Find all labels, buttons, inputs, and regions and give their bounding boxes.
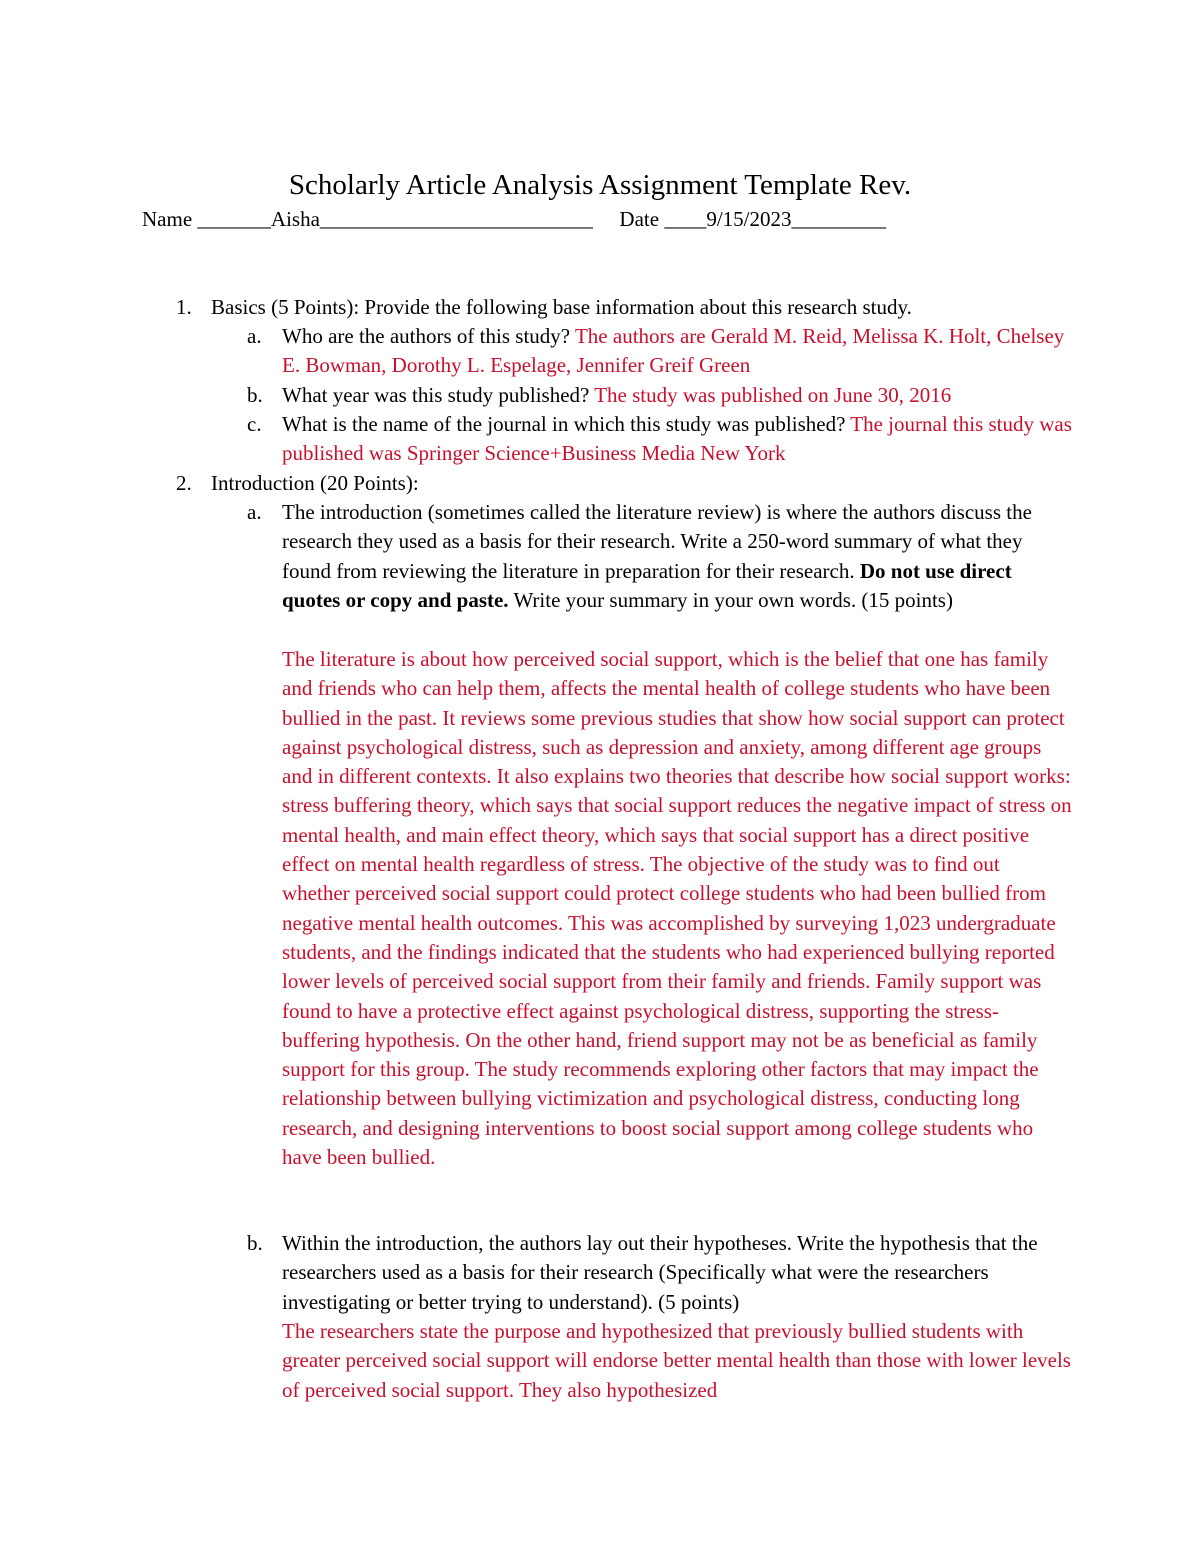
name-date-line (142, 204, 886, 234)
section1-number: 1. (176, 295, 192, 319)
section1-c-question: What is the name of the journal in which this study was published? (282, 412, 846, 436)
section1-a-question: Who are the authors of this study? (282, 324, 571, 348)
section2-number: 2. (176, 471, 192, 495)
name-value: _______Aisha__________________________ (197, 207, 593, 231)
section1-a-marker: a. (247, 324, 262, 348)
section1-heading: Basics (5 Points): Provide the following base information about this research study. (211, 295, 912, 319)
section2-b-answer: The researchers state the purpose and hypothesized that previously bullied students with greater perceived social support will endorse better mental health than those with lower levels of perceived social support. They also hypothesized (282, 1319, 1071, 1402)
section1-b-item (282, 381, 1072, 410)
section2-a-item (282, 498, 1072, 615)
section2-a-question-part2: Write your summary in your own words. (15 points) (513, 587, 953, 612)
document-title: Scholarly Article Analysis Assignment Template Rev. (288, 169, 912, 201)
section2-a-question-bold: Do not use direct quotes or copy and paste. (282, 558, 1012, 612)
section2-a-answer: The literature is about how perceived social support, which is the belief that one has family and friends who can help them, affects the mental health of college students who have been bullied in the past. It reviews some previous studies that show how social support can protect against psychological distress, such as depression and anxiety, among different age groups and in different contexts. It also explains two theories that describe how social support works: stress buffering theory, which says that social support reduces the negative impact of stress on mental health, and main effect theory, which says that social support has a direct positive effect on mental health regardless of stress. The objective of the study was to find out whether perceived social support could protect college students who had been bullied from negative mental health outcomes. This was accomplished by surveying 1,023 undergraduate students, and the findings indicated that the students who had experienced bullying reported lower levels of perceived social support from their family and friends. Family support was found to have a protective effect against psychological distress, supporting the stress-buffering hypothesis. On the other hand, friend support may not be as beneficial as family support for this group. The study recommends exploring other factors that may impact the relationship between bullying victimization and psychological distress, conducting long research, and designing interventions to boost social support among college students who have been bullied. (282, 647, 1072, 1170)
section1-b-question: What year was this study published? (282, 383, 590, 407)
name-label: Name (142, 207, 193, 231)
section2-a-question-part1: The introduction (sometimes called the literature review) is where the authors discuss the research they used as a basis for their research. Write a 250-word summary of what they found from reviewing the literature in preparation for their research. (282, 500, 1032, 583)
section2-a-marker: a. (247, 500, 262, 524)
date-value: ____9/15/2023_________ (664, 207, 886, 231)
section1-a-answer: The authors are Gerald M. Reid, Melissa K. Holt, Chelsey E. Bowman, Dorothy L. Espelage, Jennifer Greif Green (282, 324, 1065, 378)
section1-b-answer: The study was published on June 30, 2016 (594, 383, 952, 407)
section1-b-marker: b. (247, 383, 263, 407)
date-label: Date (619, 207, 660, 231)
section1-a-item (282, 322, 1072, 381)
section2-b-marker: b. (247, 1231, 263, 1255)
section1-c-marker: c. (247, 412, 262, 436)
section2-b-question: Within the introduction, the authors lay out their hypotheses. Write the hypothesis that the researchers used as a basis for their research (Specifically what were the researchers investigating or better trying to understand). (5 points) (282, 1231, 1038, 1314)
section2-heading: Introduction (20 Points): (211, 471, 419, 495)
section1-c-item (282, 410, 1072, 469)
section1-c-answer: The journal this study was published was Springer Science+Business Media New York (282, 412, 1072, 466)
